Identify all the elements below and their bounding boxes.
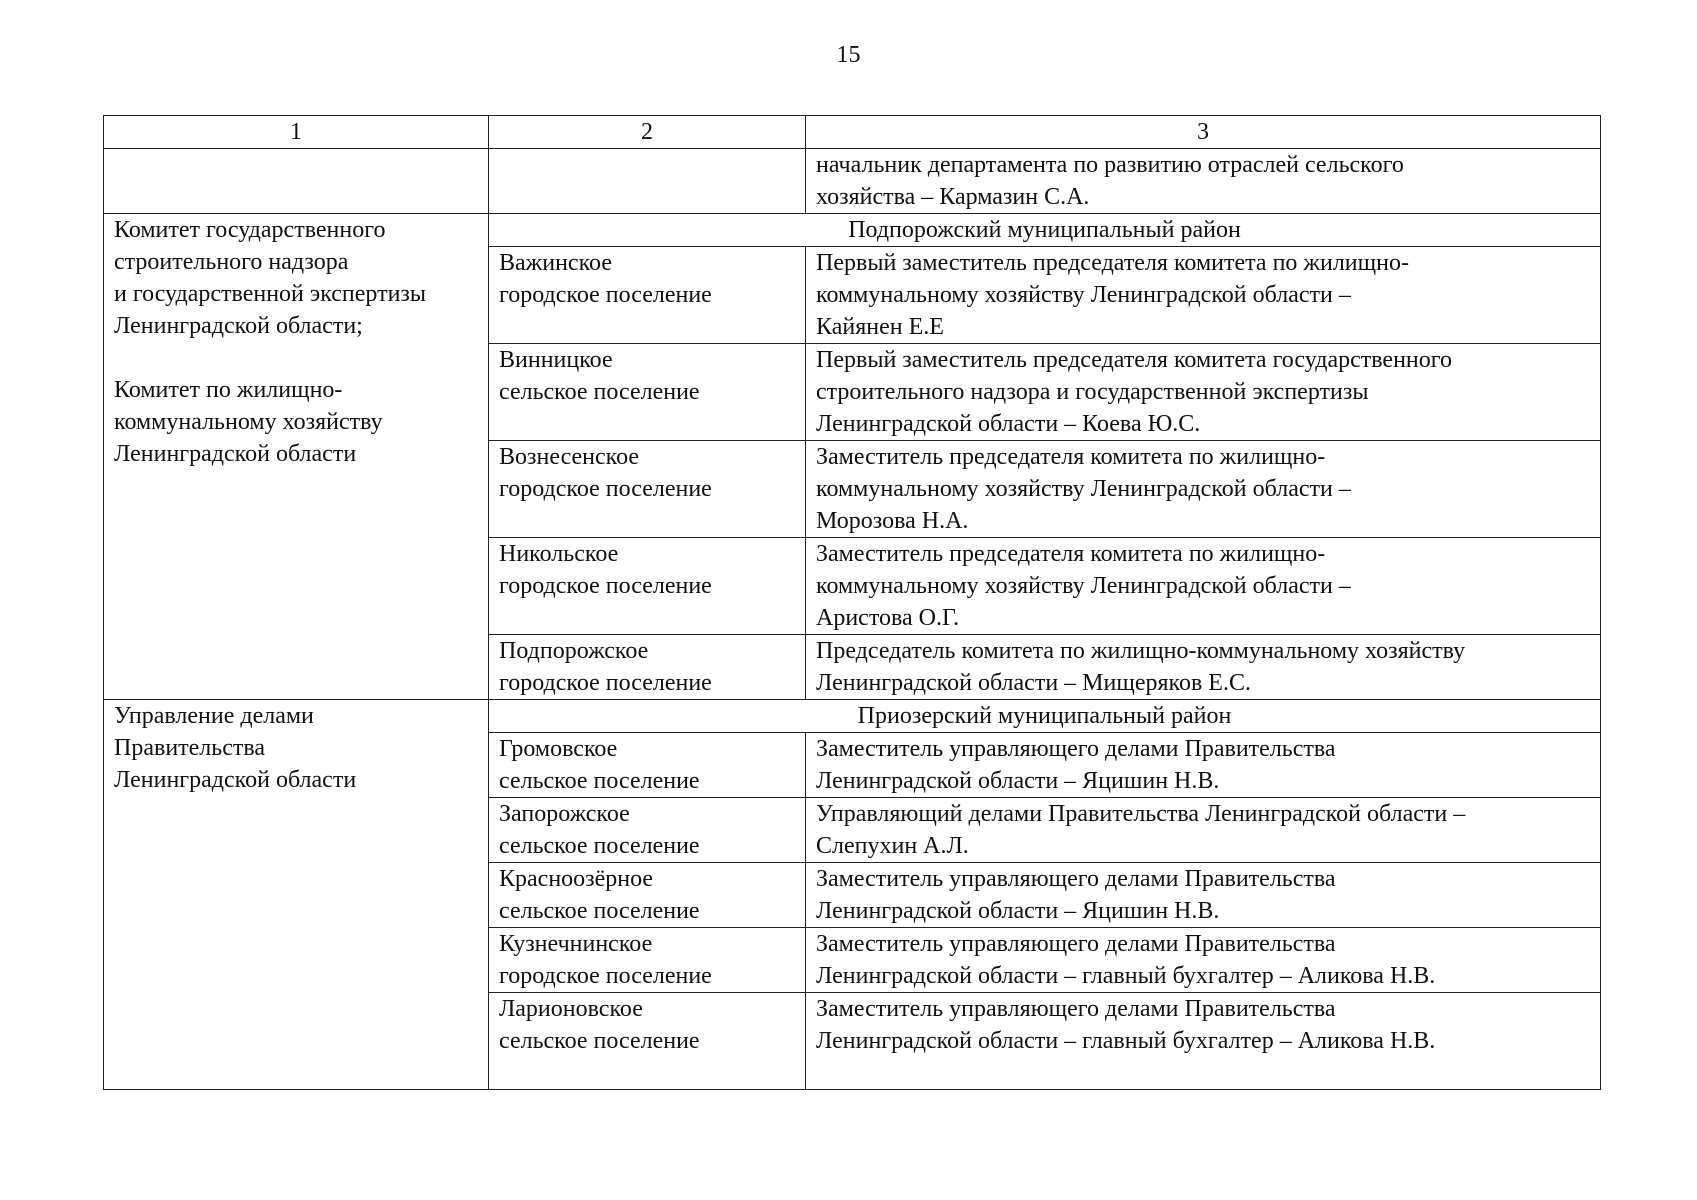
- table-header-row: [104, 116, 1601, 149]
- settlement-cell: Запорожское сельское поселение: [489, 798, 806, 863]
- organization-name: Комитет государственного строительного надзора и государственной экспертизы Ленинградской области;: [114, 217, 427, 339]
- settlement-cell: Кузнечнинское городское поселение: [489, 928, 806, 993]
- district-heading: Подпорожский муниципальный район: [489, 214, 1601, 247]
- continuation-official-cell: начальник департамента по развитию отраслей сельского хозяйства – Кармазин С.А.: [806, 149, 1601, 214]
- district-row: [104, 214, 1601, 247]
- district-heading: Приозерский муниципальный район: [489, 700, 1601, 733]
- official-cell: Заместитель управляющего делами Правительства Ленинградской области – главный бухгалтер – Аликова Н.В.: [806, 993, 1601, 1090]
- page-number: 15: [836, 42, 861, 68]
- organization-separator: [114, 342, 478, 374]
- organization-cell: [104, 700, 489, 1090]
- official-cell: Управляющий делами Правительства Ленинградской области – Слепухин А.Л.: [806, 798, 1601, 863]
- official-cell: Заместитель управляющего делами Правительства Ленинградской области – главный бухгалтер – Аликова Н.В.: [806, 928, 1601, 993]
- official-cell: Заместитель председателя комитета по жилищно- коммунальному хозяйству Ленинградской области – Морозова Н.А.: [806, 441, 1601, 538]
- settlement-cell: Никольское городское поселение: [489, 538, 806, 635]
- settlement-cell: Громовское сельское поселение: [489, 733, 806, 798]
- settlement-cell: Ларионовское сельское поселение: [489, 993, 806, 1090]
- organization-name: Комитет по жилищно- коммунальному хозяйству Ленинградской области: [114, 377, 383, 467]
- continuation-organization-cell: [104, 149, 489, 214]
- official-cell: Заместитель управляющего делами Правительства Ленинградской области – Яцишин Н.В.: [806, 733, 1601, 798]
- column-header-2: 2: [489, 116, 806, 149]
- organization-cell: [104, 214, 489, 700]
- settlement-cell: Вознесенское городское поселение: [489, 441, 806, 538]
- settlement-cell: Важинское городское поселение: [489, 247, 806, 344]
- continuation-row: [104, 149, 1601, 214]
- column-header-3: 3: [806, 116, 1601, 149]
- settlement-cell: Подпорожское городское поселение: [489, 635, 806, 700]
- official-cell: Заместитель председателя комитета по жилищно- коммунальному хозяйству Ленинградской области – Аристова О.Г.: [806, 538, 1601, 635]
- official-cell: Первый заместитель председателя комитета государственного строительного надзора и государственной экспертизы Ленинградской области – Коева Ю.С.: [806, 344, 1601, 441]
- official-cell: Первый заместитель председателя комитета по жилищно- коммунальному хозяйству Ленинградской области – Кайянен Е.Е: [806, 247, 1601, 344]
- settlement-cell: Винницкое сельское поселение: [489, 344, 806, 441]
- official-cell: Председатель комитета по жилищно-коммунальному хозяйству Ленинградской области – Мищеряков Е.С.: [806, 635, 1601, 700]
- official-cell: Заместитель управляющего делами Правительства Ленинградской области – Яцишин Н.В.: [806, 863, 1601, 928]
- assignment-table: [103, 115, 1601, 1090]
- column-header-1: 1: [104, 116, 489, 149]
- district-row: [104, 700, 1601, 733]
- settlement-cell: Красноозёрное сельское поселение: [489, 863, 806, 928]
- continuation-settlement-cell: [489, 149, 806, 214]
- organization-name: Управление делами Правительства Ленинградской области: [114, 703, 357, 793]
